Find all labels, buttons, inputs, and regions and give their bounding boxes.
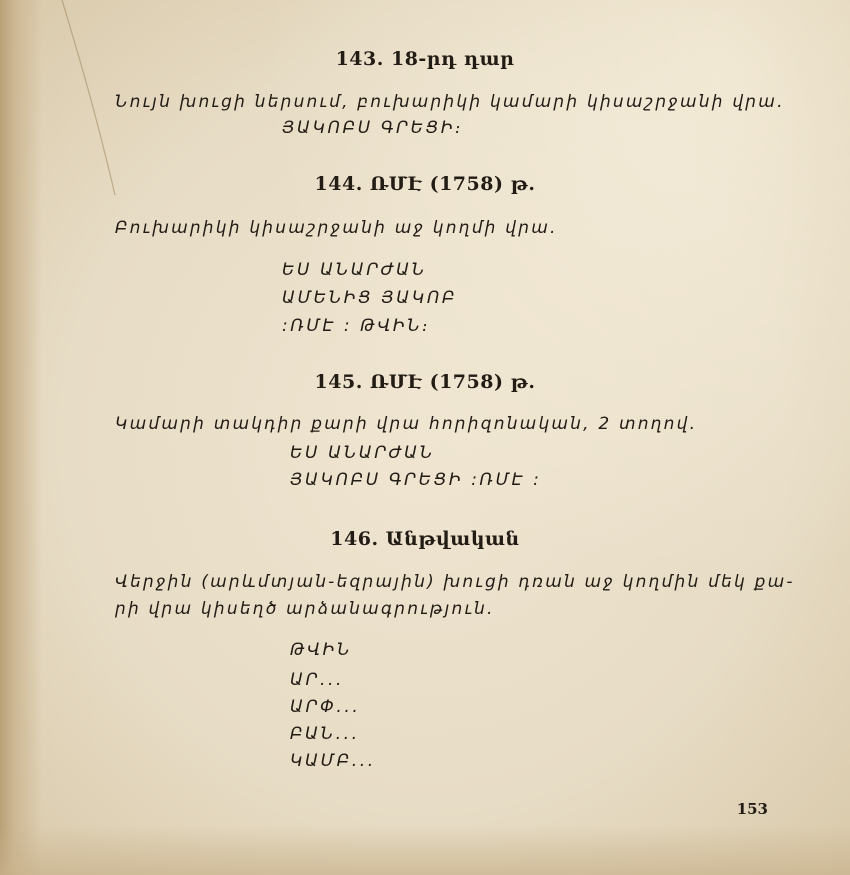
page-bottom-shadow <box>0 825 850 875</box>
section-144-heading: 144. ՌՄԷ (1758) թ. <box>314 173 536 195</box>
section-146-inscription-line: ԱՐ... <box>290 670 345 690</box>
section-144-inscription-line: ԵՍ ԱՆԱՐԺԱՆ <box>282 260 427 280</box>
section-145-heading: 145. ՌՄԷ (1758) թ. <box>314 371 536 393</box>
paper-crease <box>60 0 120 200</box>
section-144-inscription-line: ԱՄԵՆԻՑ ՅԱԿՈԲ <box>282 288 458 308</box>
section-144-inscription-line: :ՌՄԷ : ԹՎԻՆ։ <box>282 316 431 336</box>
section-145-inscription-line: ԵՍ ԱՆԱՐԺԱՆ <box>290 443 435 463</box>
binding-shadow <box>0 0 42 875</box>
section-146-inscription-line: ԿԱՄԲ... <box>290 751 376 771</box>
page-number: 153 <box>736 800 768 818</box>
section-144-text: Բուխարիկի կիսաշրջանի աջ կողմի վրա. <box>115 218 558 238</box>
section-145-inscription-line: ՅԱԿՈԲՍ ԳՐԵՑԻ :ՌՄԷ : <box>290 470 542 490</box>
section-143-text: Նույն խուցի ներսում, բուխարիկի կամարի կիսաշրջանի վրա․ <box>115 92 785 112</box>
section-146-inscription-line: ԱՐՓ... <box>290 697 361 717</box>
section-146-inscription-line: ԲԱՆ... <box>290 724 360 744</box>
section-145-text: Կամարի տակդիր քարի վրա հորիզոնական, 2 տողով. <box>115 414 698 434</box>
section-146-inscription-line: ԹՎԻՆ <box>290 640 352 660</box>
section-143-inscription-line: ՅԱԿՈԲՍ ԳՐԵՑԻ։ <box>282 118 464 138</box>
section-146-heading: 146. Անթվական <box>330 528 520 550</box>
section-146-text-line: Վերջին (արևմտյան-եզրային) խուցի դռան աջ կողմին մեկ քա- <box>115 572 795 592</box>
section-146-text-line: րի վրա կիսեղծ արձանագրություն. <box>115 599 495 619</box>
section-143-heading: 143. 18-րդ դար <box>335 48 515 70</box>
